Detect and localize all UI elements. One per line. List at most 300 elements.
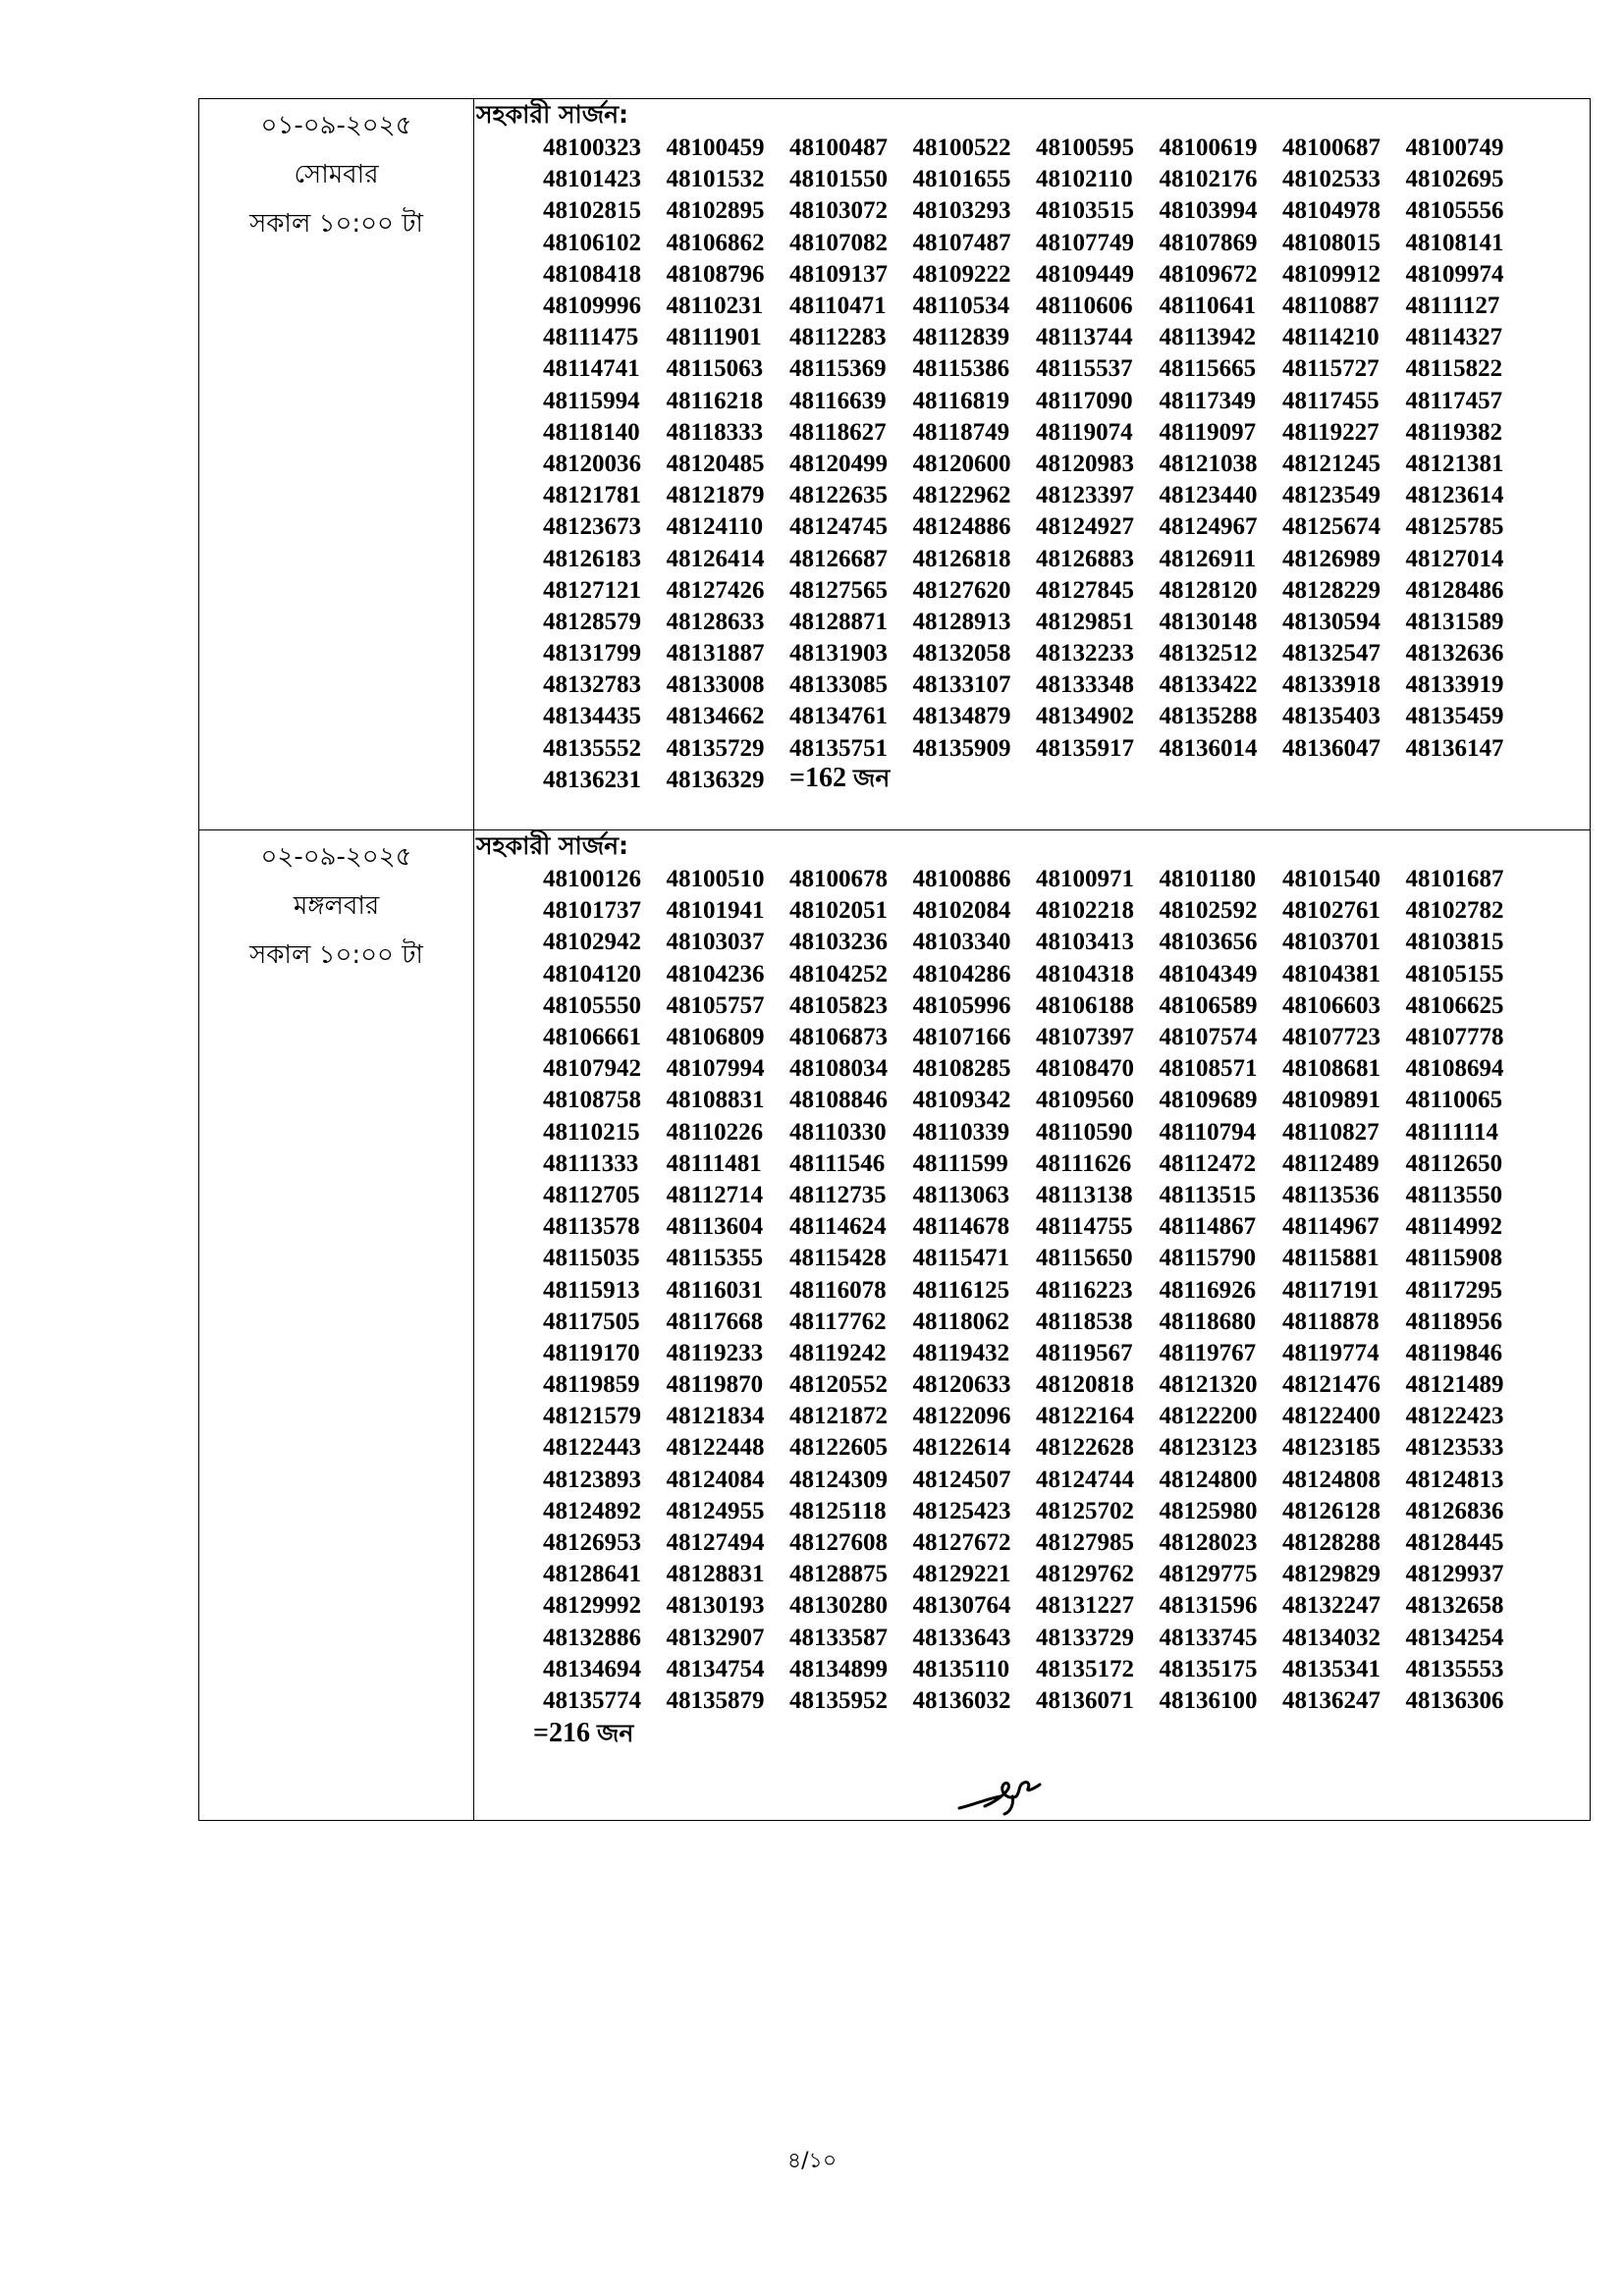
roll-number: 48124110 [666,513,764,541]
roll-number: 48110641 [1159,293,1257,320]
roll-number: 48124813 [1405,1466,1504,1493]
roll-number: 48115386 [912,355,1010,383]
roll-number: 48101941 [666,897,765,925]
roll-number: 48124886 [912,513,1011,541]
roll-number: 48133085 [789,671,888,699]
roll-number: 48119170 [543,1339,640,1366]
roll-number: 48124892 [543,1497,641,1524]
roll-number: 48127608 [789,1529,888,1557]
roll-number: 48116926 [1159,1276,1257,1304]
roll-number: 48106661 [543,1024,641,1051]
roll-number: 48113578 [543,1213,640,1241]
roll-number: 48122628 [1036,1434,1134,1462]
roll-number: 48100678 [789,866,888,893]
roll-number: 48122605 [789,1434,888,1462]
roll-number-row [543,864,1590,895]
roll-number: 48104318 [1036,960,1134,988]
roll-number-row [543,195,1590,227]
roll-number: 48122635 [789,482,888,509]
total-unit: জন [596,1719,634,1748]
exam-day: সোমবার [294,160,379,189]
roll-number: 48116639 [789,387,887,414]
roll-number: 48111599 [912,1149,1008,1177]
roll-number: 48135459 [1405,703,1504,730]
roll-number-row [543,990,1590,1022]
roll-number: 48132783 [543,671,641,699]
roll-number: 48107082 [789,229,888,256]
roll-number: 48119242 [789,1339,887,1366]
roll-number: 48121579 [543,1403,641,1430]
roll-number: 48122200 [1159,1403,1258,1430]
roll-number: 48128633 [666,608,765,635]
roll-number: 48113138 [1036,1181,1133,1208]
roll-number-row [543,669,1590,701]
roll-number: 48126953 [543,1529,641,1557]
roll-number: 48113536 [1282,1181,1380,1208]
roll-number: 48133745 [1159,1624,1258,1651]
roll-cell-1 [474,99,1591,830]
roll-number-row [543,927,1590,958]
roll-number: 48136247 [1282,1686,1380,1714]
roll-number: 48109912 [1282,260,1380,288]
roll-number: 48128871 [789,608,888,635]
roll-number: 48124927 [1036,513,1134,541]
roll-number-row [543,733,1590,765]
roll-number: 48100323 [543,134,641,162]
roll-number: 48117455 [1282,387,1380,414]
roll-number: 48100522 [912,134,1011,162]
roll-number: 48102815 [543,197,641,225]
roll-number: 48126687 [789,545,888,572]
roll-number: 48116223 [1036,1276,1133,1304]
roll-number: 48110215 [543,1118,640,1146]
roll-number: 48123397 [1036,482,1134,509]
roll-number: 48103994 [1159,197,1258,225]
roll-number: 48109342 [912,1087,1011,1114]
roll-number: 48133008 [666,671,765,699]
roll-number: 48121245 [1282,450,1380,477]
roll-number: 48118627 [789,418,887,446]
roll-number: 48134902 [1036,703,1134,730]
roll-number: 48128641 [543,1561,641,1588]
roll-number: 48106809 [666,1024,765,1051]
roll-number: 48102761 [1282,897,1380,925]
roll-number: 48131589 [1405,608,1504,635]
roll-number: 48126128 [1282,1497,1380,1524]
roll-number: 48123549 [1282,482,1380,509]
roll-number-row [543,1022,1590,1053]
roll-number: 48115537 [1036,355,1133,383]
roll-number: 48115822 [1405,355,1503,383]
roll-number: 48111626 [1036,1149,1132,1177]
roll-number: 48128913 [912,608,1011,635]
roll-number: 48108418 [543,260,641,288]
roll-number: 48110590 [1036,1118,1133,1146]
roll-number: 48113063 [912,1181,1010,1208]
roll-number: 48101540 [1282,866,1380,893]
roll-number: 48130148 [1159,608,1258,635]
roll-number-row [543,386,1590,417]
total-value: =162 [789,763,846,794]
roll-number-row [543,575,1590,607]
roll-number: 48105550 [543,991,641,1019]
roll-number: 48116218 [666,387,764,414]
roll-number: 48135403 [1282,703,1380,730]
roll-number: 48105556 [1405,197,1504,225]
roll-number: 48127121 [543,576,641,604]
roll-number: 48124507 [912,1466,1011,1493]
roll-number: 48113515 [1159,1181,1257,1208]
roll-number: 48100687 [1282,134,1380,162]
roll-number: 48120600 [912,450,1011,477]
roll-number: 48128831 [666,1561,765,1588]
roll-number: 48114992 [1405,1213,1503,1241]
roll-number: 48133729 [1036,1624,1134,1651]
roll-number: 48132658 [1405,1592,1504,1620]
roll-number: 48118062 [912,1308,1010,1335]
roll-number: 48119774 [1282,1339,1380,1366]
roll-number: 48118878 [1282,1308,1380,1335]
roll-number-row [543,638,1590,669]
roll-number: 48113550 [1405,1181,1503,1208]
roll-number: 48122443 [543,1434,641,1462]
roll-number: 48107942 [543,1055,641,1083]
roll-number: 48107574 [1159,1024,1258,1051]
roll-number: 48117349 [1159,387,1257,414]
roll-number-grid [543,864,1590,1717]
roll-number: 48135172 [1036,1655,1134,1682]
roll-number: 48100619 [1159,134,1258,162]
roll-number: 48118538 [1036,1308,1133,1335]
roll-number: 48121834 [666,1403,765,1430]
roll-number: 48134879 [912,703,1011,730]
roll-number: 48126836 [1405,1497,1504,1524]
roll-number: 48104252 [789,960,888,988]
roll-number: 48133348 [1036,671,1134,699]
roll-number: 48117668 [666,1308,764,1335]
roll-number: 48135879 [666,1686,765,1714]
roll-number: 48116078 [789,1276,887,1304]
roll-number: 48119097 [1159,418,1257,446]
roll-number: 48108831 [666,1087,765,1114]
roll-number: 48117090 [1036,387,1133,414]
roll-number: 48132247 [1282,1592,1380,1620]
post-heading: সহকারী সার্জন: [476,831,629,860]
roll-number: 48124744 [1036,1466,1134,1493]
roll-number: 48112283 [789,324,887,351]
roll-number: 48115727 [1282,355,1380,383]
roll-number: 48101180 [1159,866,1257,893]
roll-number: 48125702 [1036,1497,1134,1524]
roll-number-row [543,511,1590,543]
roll-number: 48119074 [1036,418,1133,446]
roll-number: 48102533 [1282,166,1380,193]
roll-number-row [543,1465,1590,1496]
roll-number: 48108681 [1282,1055,1380,1083]
roll-number: 48113942 [1159,324,1257,351]
roll-number: 48120499 [789,450,888,477]
roll-number: 48136071 [1036,1686,1134,1714]
roll-number: 48108571 [1159,1055,1258,1083]
roll-number: 48110471 [789,293,887,320]
roll-number: 48114867 [1159,1213,1257,1241]
roll-number: 48119846 [1405,1339,1503,1366]
roll-number: 48118956 [1405,1308,1503,1335]
roll-number: 48115063 [666,355,764,383]
roll-number: 48136032 [912,1686,1011,1714]
roll-number: 48125423 [912,1497,1011,1524]
roll-number: 48127985 [1036,1529,1134,1557]
roll-number-row [543,1623,1590,1654]
roll-number: 48122614 [912,1434,1011,1462]
roll-number: 48108694 [1405,1055,1504,1083]
roll-number: 48112705 [543,1181,640,1208]
roll-number: 48126989 [1282,545,1380,572]
roll-number: 48103413 [1036,929,1134,956]
roll-number: 48100459 [666,134,765,162]
roll-number: 48104120 [543,960,641,988]
roll-number: 48131903 [789,640,888,667]
roll-number: 48115994 [543,387,640,414]
roll-number: 48112714 [666,1181,764,1208]
roll-number: 48110827 [1282,1118,1380,1146]
roll-number: 48124745 [789,513,888,541]
roll-number: 48135917 [1036,734,1134,762]
roll-number: 48110606 [1036,293,1133,320]
roll-number-row [543,1369,1590,1401]
roll-number: 48111546 [789,1149,886,1177]
roll-number: 48135774 [543,1686,641,1714]
roll-number: 48109672 [1159,260,1258,288]
roll-number-row [543,1401,1590,1432]
candidate-total [789,759,890,801]
roll-number: 48108796 [666,260,765,288]
roll-number-row [543,895,1590,927]
roll-number: 48103815 [1405,929,1504,956]
roll-number: 48126818 [912,545,1011,572]
roll-number: 48119859 [543,1371,640,1399]
roll-number: 48104286 [912,960,1011,988]
roll-number: 48100510 [666,866,765,893]
roll-number: 48123533 [1405,1434,1504,1462]
roll-number: 48121320 [1159,1371,1258,1399]
roll-number: 48120485 [666,450,765,477]
roll-number: 48136147 [1405,734,1504,762]
roll-number: 48105823 [789,991,888,1019]
roll-number: 48106625 [1405,991,1504,1019]
roll-number: 48131227 [1036,1592,1134,1620]
roll-number: 48121781 [543,482,641,509]
roll-number: 48134694 [543,1655,641,1682]
roll-number: 48132886 [543,1624,641,1651]
roll-number: 48108141 [1405,229,1504,256]
roll-number: 48128579 [543,608,641,635]
roll-number: 48116819 [912,387,1010,414]
roll-number: 48104978 [1282,197,1380,225]
roll-number-row [543,322,1590,353]
roll-number: 48125674 [1282,513,1380,541]
roll-number: 48100886 [912,866,1011,893]
roll-number: 48108470 [1036,1055,1134,1083]
total-unit: জন [852,764,891,793]
roll-number: 48128875 [789,1561,888,1588]
roll-number: 48134032 [1282,1624,1380,1651]
roll-number: 48128229 [1282,576,1380,604]
post-heading: সহকারী সার্জন: [476,100,629,129]
exam-time: সকাল ১০:০০ টা [249,940,423,970]
roll-number: 48128120 [1159,576,1258,604]
roll-number: 48104349 [1159,960,1258,988]
roll-number: 48128445 [1405,1529,1504,1557]
roll-number: 48127494 [666,1529,765,1557]
roll-number: 48117762 [789,1308,887,1335]
roll-number: 48129221 [912,1561,1011,1588]
roll-number: 48123185 [1282,1434,1380,1462]
roll-number: 48134662 [666,703,765,730]
roll-number: 48112650 [1405,1149,1503,1177]
roll-number: 48107166 [912,1024,1011,1051]
roll-number: 48134254 [1405,1624,1504,1651]
roll-number: 48111901 [666,324,762,351]
roll-number: 48129775 [1159,1561,1258,1588]
roll-number: 48107778 [1405,1024,1504,1051]
roll-number: 48136306 [1405,1686,1504,1714]
roll-number: 48129937 [1405,1561,1504,1588]
roll-number: 48102782 [1405,897,1504,925]
roll-number-row [543,1307,1590,1338]
roll-number: 48112839 [912,324,1010,351]
roll-number: 48117191 [1282,1276,1380,1304]
roll-number: 48115428 [789,1245,887,1272]
roll-number: 48120552 [789,1371,888,1399]
roll-number-row [543,1243,1590,1274]
roll-number: 48120036 [543,450,641,477]
roll-number-row [543,701,1590,732]
roll-number: 48122448 [666,1434,765,1462]
roll-number: 48115913 [543,1276,640,1304]
roll-number: 48103515 [1036,197,1134,225]
roll-number: 48111333 [543,1149,639,1177]
roll-number: 48127845 [1036,576,1134,604]
roll-number: 48102218 [1036,897,1134,925]
roll-number: 48110226 [666,1118,764,1146]
page-number: ৪/১০ [786,2149,838,2173]
roll-number-row [543,1117,1590,1148]
roll-number: 48121872 [789,1403,888,1430]
roll-number-row [543,1559,1590,1590]
roll-number: 48118749 [912,418,1010,446]
roll-number: 48128288 [1282,1529,1380,1557]
roll-number: 48134435 [543,703,641,730]
roll-number: 48127565 [789,576,888,604]
roll-number: 48136329 [666,766,765,793]
roll-number: 48136231 [543,766,641,793]
roll-number: 48109449 [1036,260,1134,288]
roll-number: 48107397 [1036,1024,1134,1051]
roll-number: 48129851 [1036,608,1134,635]
roll-number: 48109996 [543,293,641,320]
roll-number-row [543,543,1590,574]
roll-number: 48127620 [912,576,1011,604]
roll-number: 48103293 [912,197,1011,225]
roll-number-row [543,1148,1590,1180]
roll-number: 48106188 [1036,991,1134,1019]
roll-number: 48110887 [1282,293,1380,320]
roll-number: 48133643 [912,1624,1011,1651]
roll-number: 48104236 [666,960,765,988]
roll-number: 48126183 [543,545,641,572]
roll-number: 48111475 [543,324,639,351]
roll-number: 48131799 [543,640,641,667]
roll-number: 48121489 [1405,1371,1504,1399]
roll-number: 48102695 [1405,166,1504,193]
roll-number: 48123893 [543,1466,641,1493]
roll-number: 48135110 [912,1655,1010,1682]
roll-number: 48132547 [1282,640,1380,667]
roll-number: 48135553 [1405,1655,1504,1682]
roll-number: 48114967 [1282,1213,1380,1241]
roll-number: 48101655 [912,166,1011,193]
roll-number: 48133587 [789,1624,888,1651]
roll-number: 48110794 [1159,1118,1257,1146]
roll-number-row [543,1338,1590,1369]
roll-number: 48122096 [912,1403,1011,1430]
roll-number-row [543,1274,1590,1306]
roll-number: 48110065 [1405,1087,1503,1114]
roll-number-row [543,1654,1590,1685]
roll-number: 48117457 [1405,387,1503,414]
roll-number: 48102110 [1036,166,1133,193]
roll-number: 48119227 [1282,418,1380,446]
roll-number: 48122400 [1282,1403,1380,1430]
roll-number: 48103037 [666,929,765,956]
roll-number-row [543,1590,1590,1622]
roll-number: 48119432 [912,1339,1010,1366]
roll-number-row [543,480,1590,511]
roll-number: 48117505 [543,1308,640,1335]
roll-number: 48124967 [1159,513,1258,541]
roll-number-row [543,449,1590,480]
roll-number: 48123440 [1159,482,1258,509]
roll-number: 48109974 [1405,260,1504,288]
roll-number: 48133918 [1282,671,1380,699]
roll-number: 48119870 [666,1371,764,1399]
exam-schedule-table [198,98,1591,1821]
roll-number: 48103701 [1282,929,1380,956]
roll-number: 48135952 [789,1686,888,1714]
roll-number: 48135909 [912,734,1011,762]
roll-number: 48127672 [912,1529,1011,1557]
roll-number: 48136014 [1159,734,1258,762]
roll-number: 48130594 [1282,608,1380,635]
roll-number: 48122962 [912,482,1011,509]
roll-number: 48112489 [1282,1149,1380,1177]
roll-number: 48129829 [1282,1561,1380,1588]
date-cell-2 [199,830,474,1821]
exam-date: ০২-০৯-২০২৫ [260,842,412,872]
roll-number: 48110534 [912,293,1010,320]
roll-number-row [543,133,1590,164]
roll-number-row [543,1496,1590,1527]
roll-number: 48103236 [789,929,888,956]
roll-number-row [543,164,1590,195]
roll-number: 48132058 [912,640,1011,667]
roll-number: 48127014 [1405,545,1504,572]
roll-number: 48111114 [1405,1118,1498,1146]
roll-number: 48132636 [1405,640,1504,667]
roll-number: 48107723 [1282,1024,1380,1051]
roll-number: 48106102 [543,229,641,256]
